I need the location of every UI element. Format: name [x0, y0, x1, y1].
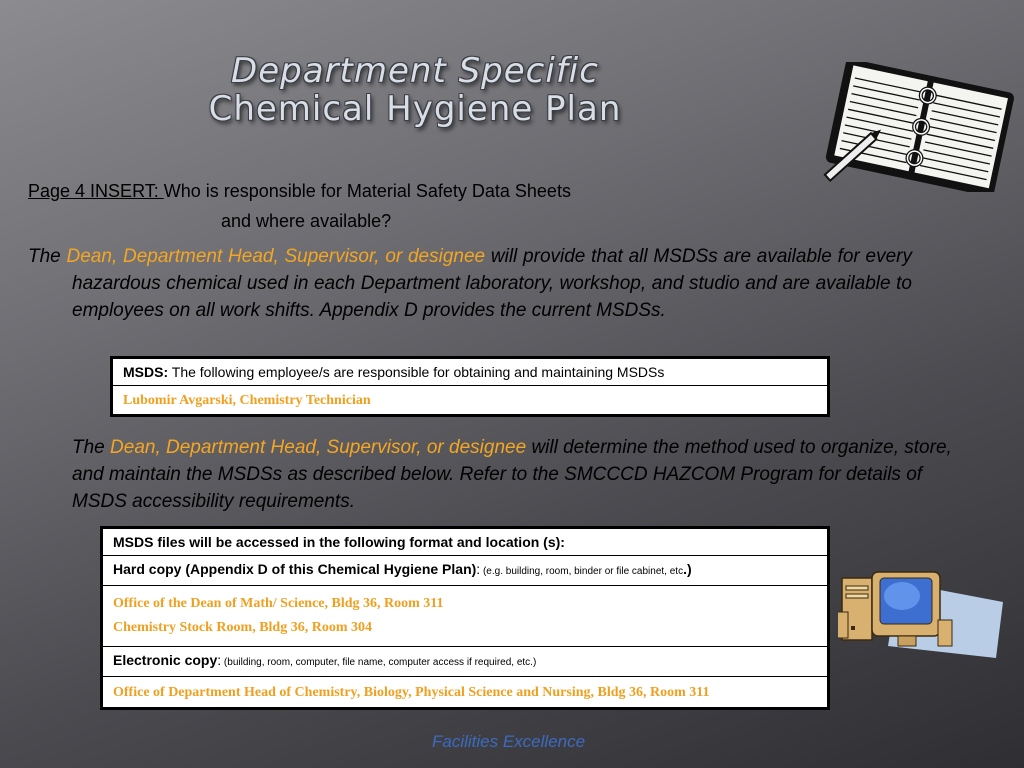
hard-copy-hint-end: .): [683, 561, 692, 577]
question-line-1: [28, 180, 571, 202]
title-line-2: Chemical Hygiene Plan: [208, 89, 622, 129]
hard-copy-colon: :: [476, 561, 481, 577]
location-header-text: MSDS files will be accessed in the following format and location (s):: [113, 534, 565, 550]
electronic-copy-hint: (building, room, computer, file name, computer access if required, etc.): [221, 657, 537, 668]
electronic-copy-location: [102, 677, 829, 709]
hard-copy-locations: [102, 586, 829, 647]
para2-role: Dean, Department Head, Supervisor, or designee: [110, 437, 527, 458]
table-row: [102, 556, 829, 586]
msds-header-text: The following employee/s are responsible for obtaining and maintaining MSDSs: [168, 364, 665, 380]
electronic-location: Office of Department Head of Chemistry, Biology, Physical Science and Nursing, Bldg 36, Room 311: [113, 685, 710, 700]
msds-responsible-table: [110, 356, 830, 417]
para1-the: The: [28, 246, 67, 267]
electronic-colon: :: [217, 652, 222, 668]
responsibility-paragraph: [28, 243, 912, 324]
title-line-1: Department Specific: [231, 51, 599, 91]
msds-location-table: [100, 526, 830, 710]
slide-title: [150, 52, 680, 128]
planner-clipart-icon: [812, 62, 1022, 192]
para2-the: The: [72, 437, 111, 458]
para1-role: Dean, Department Head, Supervisor, or designee: [66, 246, 486, 267]
table-row: [102, 677, 829, 709]
hard-copy-hint: (e.g. building, room, binder or file cabinet, etc: [480, 566, 684, 577]
page-insert-label: Page 4 INSERT:: [28, 181, 164, 201]
question-line-2: and where available?: [221, 211, 392, 231]
electronic-copy-row: [102, 647, 829, 677]
footer-text: Facilities Excellence: [432, 732, 586, 751]
method-paragraph: [72, 434, 952, 515]
location-table-header: [102, 528, 829, 556]
hard-copy-location-1: Office of the Dean of Math/ Science, Bldg 36, Room 311: [113, 596, 444, 611]
msds-label: MSDS:: [123, 364, 169, 380]
hard-copy-label: Hard copy (Appendix D of this Chemical Hygiene Plan): [113, 561, 477, 577]
table-row: [102, 647, 829, 677]
question-text: Who is responsible for Material Safety Data Sheets: [163, 181, 571, 201]
msds-responsible-value: [112, 386, 829, 416]
electronic-copy-label: Electronic copy: [113, 652, 218, 668]
table-row: [102, 586, 829, 647]
para1-rest: will provide that all MSDSs are available for every hazardous chemical used in each Department laboratory, workshop, and studio and are available to employees on all work shifts. Appendix D provides the current MSDSs.: [72, 246, 912, 321]
para2-rest: will determine the method used to organize, store, and maintain the MSDSs as described below. Refer to the SMCCCD HAZCOM Program for details of MSDS accessibility requirements.: [72, 437, 952, 512]
table-row: [102, 528, 829, 556]
table-row: [112, 386, 829, 416]
responsible-person: Lubomir Avgarski, Chemistry Technician: [123, 393, 371, 408]
computer-clipart-icon: [838, 560, 1003, 660]
hard-copy-row: [102, 556, 829, 586]
table-row: [112, 358, 829, 386]
hard-copy-location-2: Chemistry Stock Room, Bldg 36, Room 304: [113, 620, 372, 635]
msds-responsible-header: [112, 358, 829, 386]
